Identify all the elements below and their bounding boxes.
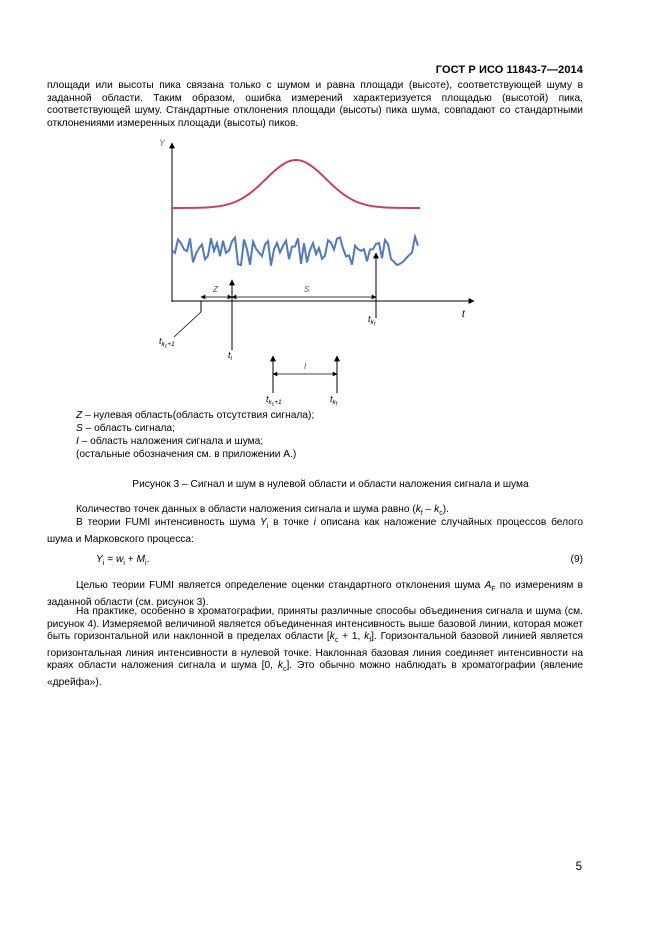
goal-paragraph: Целью теории FUMI является определение оценки стандартного отклонения шума $A_F$ по измерениям в заданной области (см. рисунок 3).	[47, 580, 583, 608]
figure-legend	[76, 409, 314, 461]
legend-note: (остальные обозначения см. в приложении А.)	[76, 449, 297, 460]
marker-kc1-leader	[174, 312, 201, 337]
points-paragraph: Количество точек данных в области наложения сигнала и шума равно $(k_f - k_c)$.	[76, 504, 449, 518]
zone-i-label: I	[304, 362, 307, 371]
legend-i: I – область наложения сигнала и шума;	[76, 436, 264, 447]
fumi-paragraph: В теории FUMI интенсивность шума $Y_i$ в точке i описана как наложение случайных процессов белого шума и Марковского процесса:	[47, 517, 583, 545]
axis-x-label: t	[462, 309, 465, 320]
equation-9: $Y_i = w_i + M_i$.	[96, 554, 150, 568]
figure-caption: Рисунок 3 – Сигнал и шум в нулевой области и области наложения сигнала и шума	[132, 479, 529, 490]
zone-s-label: S	[304, 285, 310, 294]
equation-number: (9)	[570, 554, 583, 565]
page-number: 5	[575, 861, 582, 873]
label-t-kf-bottom: $t_kf$	[330, 394, 338, 408]
axis-y-label: Y	[159, 138, 166, 148]
label-t-kf: $t_kf$	[368, 314, 376, 328]
signal-curve	[172, 160, 420, 208]
label-t-i: $t_i$	[228, 350, 232, 362]
noise-curve	[172, 237, 418, 266]
legend-s: S – область сигнала;	[76, 423, 175, 434]
label-t-kc1-bottom: $t_kc+1$	[266, 394, 282, 408]
document-header: ГОСТ Р ИСО 11843-7—2014	[435, 64, 583, 76]
zone-z-label: Z	[213, 285, 218, 294]
intro-paragraph: площади или высоты пика связана только с шумом и равна площади (высоте), соответствующей шуму в заданной области. Таким образом, ошибка измерений характеризуется площадью (высотой) пика, соответствующей шуму. Стандартные отклонения площади (высоты) пика шума, совпадают со стандартными отклонениями измеренных площади (высоты) пиков.	[47, 80, 583, 129]
label-t-kc1: $t_kc+1$	[159, 336, 175, 350]
practice-paragraph: На практике, особенно в хроматографии, приняты различные способы объединения сигнала и шума (см. рисунок 4). Измеряемой величиной является объединенная интенсивность выше базовой линии, которая может быть горизонтальной или наклонной в пределах области [$k_c + 1$, $k_f$]. Горизонтальной базовой линией является горизонтальная линия интенсивности в нулевой точке. Наклонная базовая линия соединяет интенсивности на краях области наложения сигнала и шума [0, $k_c$]. Это обычно можно наблюдать в хроматографии (явление «дрейфа»).	[47, 606, 584, 689]
legend-z: Z – нулевая область(область отсутствия сигнала);	[76, 410, 315, 421]
